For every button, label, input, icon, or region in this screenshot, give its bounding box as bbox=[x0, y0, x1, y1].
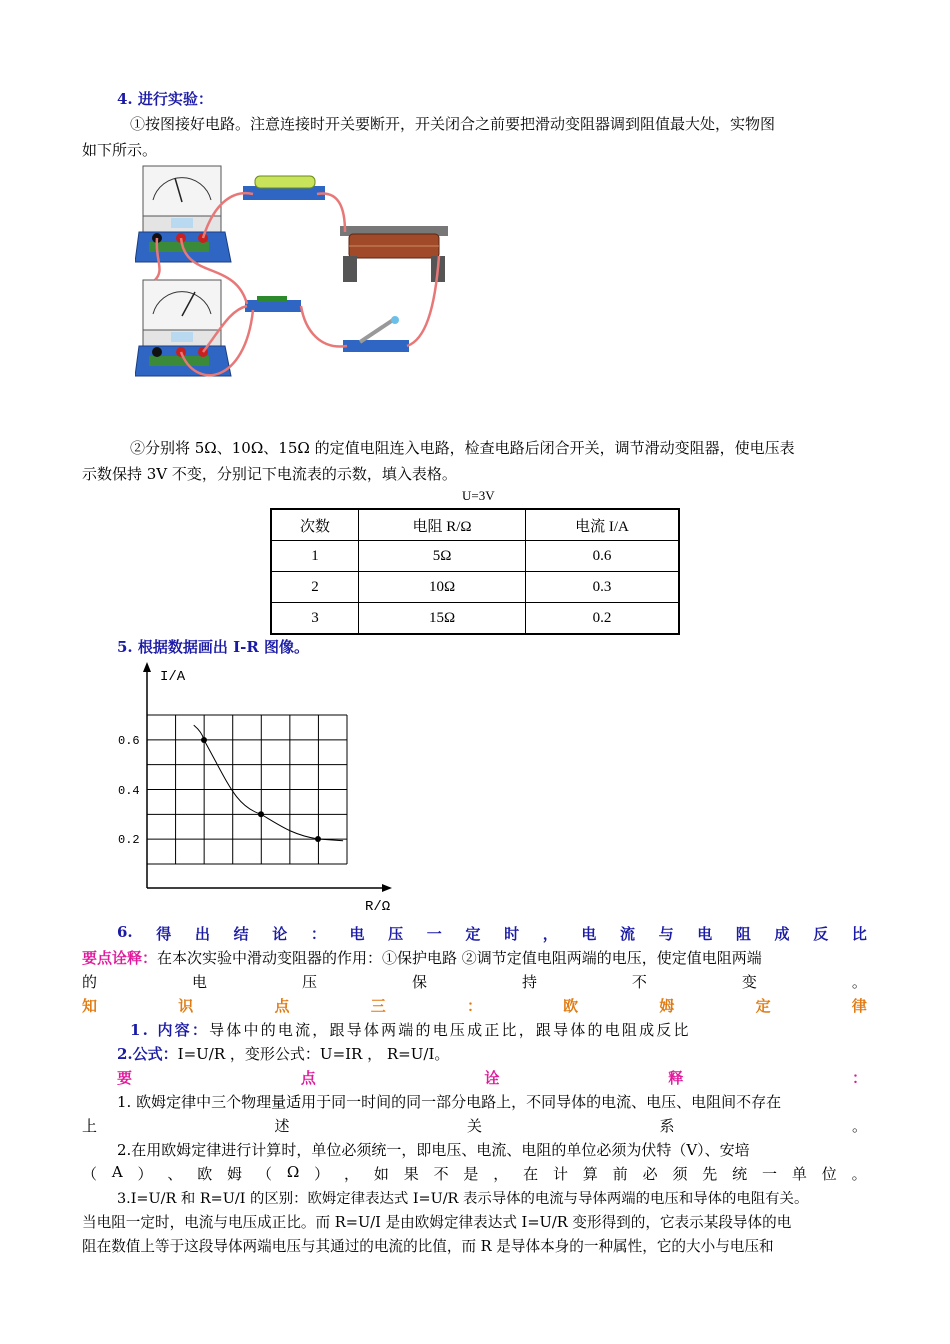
p1-line2 bbox=[82, 1115, 867, 1136]
spread-char: ） bbox=[314, 1165, 330, 1183]
spread-char: 姆 bbox=[227, 1165, 243, 1183]
spread-char: 一 bbox=[426, 925, 442, 943]
spread-char: 比 bbox=[851, 925, 867, 943]
spread-char: 计 bbox=[553, 1165, 569, 1183]
spread-char: 电 bbox=[697, 925, 713, 943]
table-row bbox=[271, 603, 679, 635]
content-label: 1. 内容： bbox=[130, 1021, 210, 1039]
spread-char: 先 bbox=[702, 1165, 718, 1183]
content-line bbox=[130, 1019, 691, 1040]
spread-char: 反 bbox=[813, 925, 829, 943]
spread-char: 。 bbox=[851, 973, 867, 991]
spread-char: ， bbox=[542, 925, 558, 943]
spread-char: 时 bbox=[504, 925, 520, 943]
spread-char: （ bbox=[256, 1165, 272, 1183]
spread-char: 单 bbox=[791, 1165, 807, 1183]
data-table bbox=[270, 508, 680, 635]
note-title-line bbox=[117, 1067, 867, 1088]
table-cell: 0.2 bbox=[525, 603, 679, 635]
spread-char: 电 bbox=[349, 925, 365, 943]
voltmeter-icon bbox=[135, 280, 231, 376]
spread-char: 是 bbox=[463, 1165, 479, 1183]
spread-char: 识 bbox=[178, 997, 194, 1015]
spread-char: 流 bbox=[619, 925, 635, 943]
spread-char: 律 bbox=[851, 997, 867, 1015]
knowledge3-title bbox=[82, 995, 867, 1016]
data-point bbox=[201, 737, 207, 743]
spread-char: 述 bbox=[274, 1117, 290, 1135]
table-cell: 15Ω bbox=[359, 603, 526, 635]
spread-char: 论 bbox=[272, 925, 288, 943]
spread-char: 定 bbox=[465, 925, 481, 943]
spread-char: 点 bbox=[274, 997, 290, 1015]
spread-char: 点 bbox=[300, 1069, 316, 1087]
conclusion-line bbox=[117, 923, 867, 944]
spread-char: ： bbox=[466, 997, 482, 1015]
table-cell: 10Ω bbox=[359, 572, 526, 603]
table-header-cell: 电流 I/A bbox=[525, 509, 679, 541]
table-cell: 2 bbox=[271, 572, 359, 603]
formula-label: 2.公式： bbox=[117, 1045, 178, 1063]
y-axis-arrow-icon bbox=[143, 662, 151, 672]
p3-line2: 当电阻一定时，电流与电压成正比。而 R=U/I 是由欧姆定律表达式 I=U/R 变形得到的，它表示某段导体的电 bbox=[82, 1214, 792, 1231]
switch-icon bbox=[343, 316, 409, 352]
spread-char: Ω bbox=[286, 1163, 300, 1181]
section-5-heading: 5. 根据数据画出 I-R 图像。 bbox=[117, 638, 310, 656]
table-cell: 1 bbox=[271, 541, 359, 572]
spread-char: 如 bbox=[373, 1165, 389, 1183]
spread-char: 算 bbox=[582, 1165, 598, 1183]
spread-char: 阻 bbox=[735, 925, 751, 943]
data-point bbox=[258, 811, 264, 817]
table-caption: U=3V bbox=[462, 488, 495, 503]
spread-char: 与 bbox=[658, 925, 674, 943]
content-text: 导体中的电流，跟导体两端的电压成正比，跟导体的电阻成反比 bbox=[209, 1021, 691, 1039]
spread-char: 的 bbox=[82, 973, 98, 991]
y-tick-label: 0.4 bbox=[118, 784, 140, 798]
spread-char: 必 bbox=[642, 1165, 658, 1183]
spread-char: 压 bbox=[388, 925, 404, 943]
chart-curve bbox=[194, 725, 343, 841]
note-line2 bbox=[82, 971, 867, 992]
spread-char: （ bbox=[82, 1165, 98, 1183]
spread-char: 。 bbox=[851, 1165, 867, 1183]
spread-char: ， bbox=[343, 1165, 359, 1183]
spread-char: 保 bbox=[411, 973, 427, 991]
spread-char: 电 bbox=[581, 925, 597, 943]
data-point bbox=[315, 836, 321, 842]
spread-char: 三 bbox=[370, 997, 386, 1015]
circuit-diagram-image bbox=[135, 160, 455, 390]
spread-char: 一 bbox=[762, 1165, 778, 1183]
step2-text-line2: 示数保持 3V 不变，分别记下电流表的示数，填入表格。 bbox=[82, 465, 457, 483]
y-tick-label: 0.2 bbox=[118, 833, 140, 847]
table-cell: 3 bbox=[271, 603, 359, 635]
x-axis-arrow-icon bbox=[382, 884, 392, 892]
spread-char: 变 bbox=[741, 973, 757, 991]
spread-char: 知 bbox=[82, 997, 98, 1015]
spread-char: 6. bbox=[117, 923, 133, 941]
spread-char: ） bbox=[137, 1165, 153, 1183]
spread-char: A bbox=[111, 1163, 123, 1181]
spread-char: 定 bbox=[755, 997, 771, 1015]
spread-char: 成 bbox=[774, 925, 790, 943]
spread-char: 前 bbox=[612, 1165, 628, 1183]
table-header-cell: 电阻 R/Ω bbox=[359, 509, 526, 541]
spread-char: 不 bbox=[631, 973, 647, 991]
table-cell: 5Ω bbox=[359, 541, 526, 572]
p3-line1: 3.I=U/R 和 R=U/I 的区别：欧姆定律表达式 I=U/R 表示导体的电流与导体两端的电压和导体的电阻有关。 bbox=[117, 1191, 809, 1207]
spread-char: 诠 bbox=[484, 1069, 500, 1087]
spread-char: 出 bbox=[194, 925, 210, 943]
p3-line3: 阻在数值上等于这段导体两端电压与其通过的电流的比值，而 R 是导体本身的一种属性，它的大小与电压和 bbox=[82, 1238, 774, 1255]
resistor-icon bbox=[245, 296, 301, 312]
table-row bbox=[271, 572, 679, 603]
spread-char: 须 bbox=[672, 1165, 688, 1183]
table-cell: 0.3 bbox=[525, 572, 679, 603]
battery-icon bbox=[243, 176, 325, 200]
spread-char: ， bbox=[493, 1165, 509, 1183]
spread-char: 不 bbox=[433, 1165, 449, 1183]
formula-text: I=U/R ，变形公式：U=IR ， R=U/I。 bbox=[177, 1045, 450, 1063]
note-label: 要点诠释： bbox=[82, 949, 158, 967]
spread-char: ： bbox=[310, 925, 326, 943]
spread-char: 在 bbox=[523, 1165, 539, 1183]
spread-char: 释 bbox=[668, 1069, 684, 1087]
spread-char: 位 bbox=[821, 1165, 837, 1183]
spread-char: 压 bbox=[301, 973, 317, 991]
spread-char: 持 bbox=[521, 973, 537, 991]
spread-char: 欧 bbox=[563, 997, 579, 1015]
spread-char: 电 bbox=[191, 973, 207, 991]
note-text: 在本次实验中滑动变阻器的作用：①保护电路 ②调节定值电阻两端的电压，使定值电阻两端 bbox=[157, 949, 762, 967]
note-line1 bbox=[82, 947, 762, 968]
step1-text-line1: ①按图接好电路。注意连接时开关要断开，开关闭合之前要把滑动变阻器调到阻值最大处，实物图 bbox=[130, 115, 776, 133]
table-header-cell: 次数 bbox=[271, 509, 359, 541]
spread-char: 关 bbox=[466, 1117, 482, 1135]
table-row bbox=[271, 541, 679, 572]
spread-char: 统 bbox=[732, 1165, 748, 1183]
spread-char: ： bbox=[851, 1069, 867, 1087]
spread-char: 结 bbox=[233, 925, 249, 943]
y-axis-label: I/A bbox=[160, 669, 186, 685]
y-tick-label: 0.6 bbox=[118, 734, 140, 748]
spread-char: 得 bbox=[156, 925, 172, 943]
p2-line2 bbox=[82, 1163, 867, 1184]
rheostat-icon bbox=[340, 226, 448, 282]
spread-char: 、 bbox=[167, 1165, 183, 1183]
i-r-chart bbox=[100, 660, 400, 912]
p1-line1: 1. 欧姆定律中三个物理量适用于同一时间的同一部分电路上，不同导体的电流、电压、电阻间不存在 bbox=[117, 1093, 782, 1111]
p2-line1: 2.在用欧姆定律进行计算时，单位必须统一，即电压、电流、电阻的单位必须为伏特（V）、安培 bbox=[117, 1141, 750, 1159]
step1-text-line2: 如下所示。 bbox=[82, 141, 158, 159]
spread-char: 要 bbox=[117, 1069, 133, 1087]
spread-char: 欧 bbox=[197, 1165, 213, 1183]
formula-line bbox=[117, 1043, 449, 1064]
spread-char: 系 bbox=[659, 1117, 675, 1135]
spread-char: 上 bbox=[82, 1117, 98, 1135]
x-axis-label: R/Ω bbox=[365, 899, 391, 912]
spread-char: 果 bbox=[403, 1165, 419, 1183]
table-cell: 0.6 bbox=[525, 541, 679, 572]
section-4-heading: 4. 进行实验： bbox=[117, 90, 213, 108]
spread-char: 姆 bbox=[659, 997, 675, 1015]
step2-text-line1: ②分别将 5Ω、10Ω、15Ω 的定值电阻连入电路，检查电路后闭合开关，调节滑动变阻器，使电压表 bbox=[130, 439, 795, 457]
spread-char: 。 bbox=[851, 1117, 867, 1135]
table-header-row bbox=[271, 509, 679, 541]
